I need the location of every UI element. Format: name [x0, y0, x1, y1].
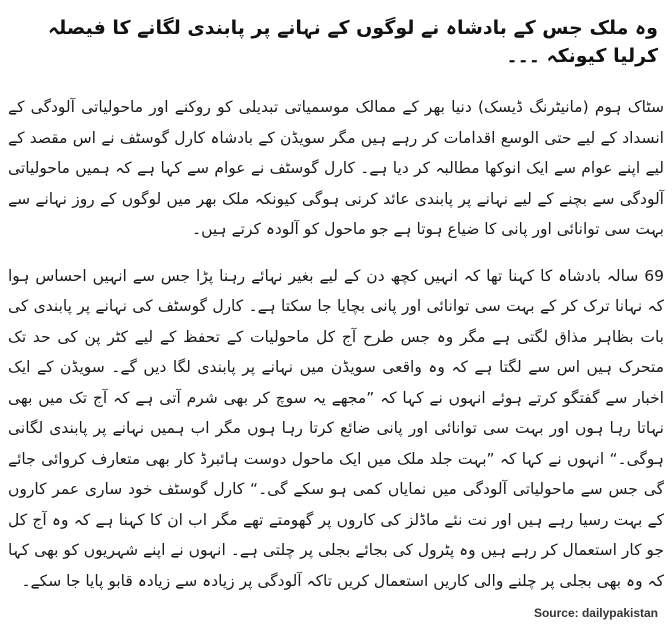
article-headline: وہ ملک جس کے بادشاہ نے لوگوں کے نہانے پر پابندی لگانے کا فیصلہ کرلیا کیونکہ ۔۔۔: [47, 17, 658, 67]
source-credit: Source: dailypakistan: [533, 606, 658, 620]
article: [8, 14, 664, 610]
article-paragraph-2: 69 سالہ بادشاہ کا کہنا تھا کہ انہیں کچھ دن کے لیے بغیر نہائے رہنا پڑا جس سے انہیں احساس ہوا کہ نہانا ترک کر کے بہت سی توانائی اور پانی بچایا جا سکتا ہے۔ کارل گوسٹف کی نہانے پر پابندی کی بات بظاہر مذاق لگتی ہے مگر وہ جس طرح آج کل ماحولیات کے تحفظ کے لیے کٹر پن کی حد تک متحرک ہیں اس سے لگتا ہے کہ وہ واقعی سویڈن میں نہانے پر پابندی لگا دیں گے۔ سویڈن کے ایک اخبار سے گفتگو کرتے ہوئے انہوں نے کہا کہ ”مجھے یہ سوچ کر بھی شرم آتی ہے کہ آج تک میں بھی نہاتا رہا ہوں اور بہت سی توانائی اور پانی ضائع کرتا رہا ہوں مگر اب ہمیں نہانے پر پابندی لگانی ہوگی۔“ انہوں نے کہا کہ ”بہت جلد ملک میں ایک ماحول دوست ہائبرڈ کار بھی متعارف کروائی جائے گی جس سے ماحولیاتی آلودگی میں نمایاں کمی ہو سکے گی۔“ کارل گوسٹف خود ساری عمر کاروں کے بہت رسیا رہے ہیں اور نت نئے ماڈلز کی کاروں پر گھومتے تھے مگر اب ان کا کہنا ہے کہ وہ آج کل جو کار استعمال کر رہے ہیں وہ پٹرول کی بجائے بجلی پر چلتی ہے۔ انہوں نے اپنے شہریوں کو بھی کہا کہ وہ بھی بجلی پر چلنے والی کاریں استعمال کریں تاکہ آلودگی پر زیادہ سے زیادہ قابو پایا جا سکے۔: [8, 266, 664, 590]
article-paragraph-1: سٹاک ہوم (مانیٹرنگ ڈیسک) دنیا بھر کے ممالک موسمیاتی تبدیلی کو روکنے اور ماحولیاتی آلودگی کے انسداد کے لیے حتی الوسع اقدامات کر رہے ہیں مگر سویڈن کے بادشاہ کارل گوسٹف نے اس مقصد کے لیے اپنے عوام سے ایک انوکھا مطالبہ کر دیا ہے۔ کارل گوسٹف نے عوام سے کہا ہے کہ ہمیں ماحولیاتی آلودگی سے بچنے کے لیے نہانے پر پابندی عائد کرنی ہوگی کیونکہ ملک بھر میں لوگوں کے روز نہانے سے بہت سی توانائی اور پانی کا ضیاع ہوتا ہے جو ماحول کو آلودہ کرتے ہیں۔: [8, 98, 664, 238]
